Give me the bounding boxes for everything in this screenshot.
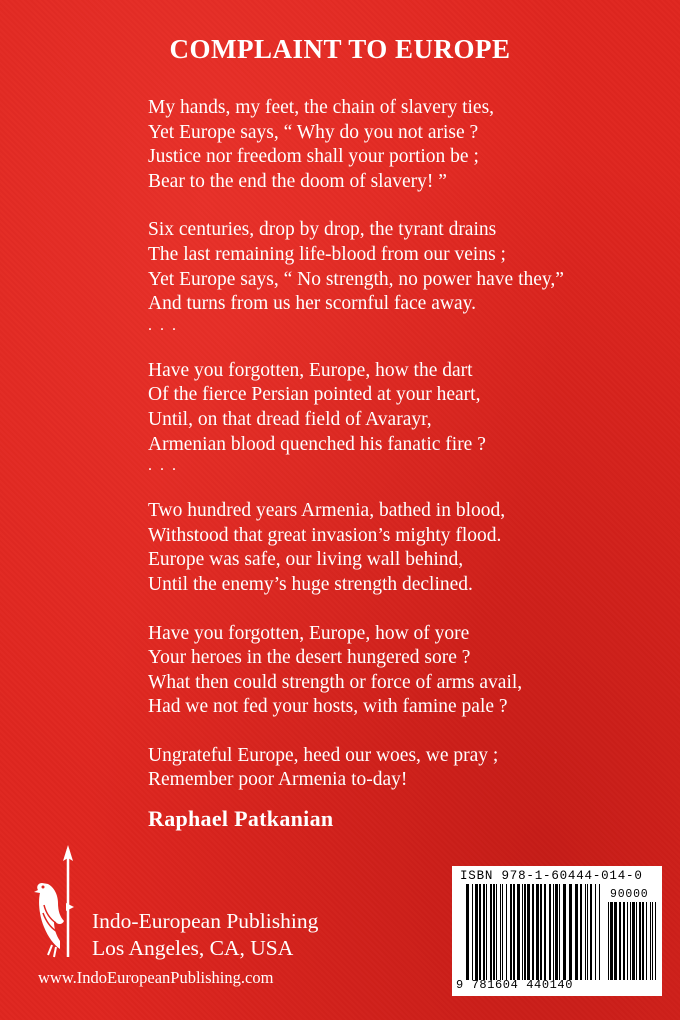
publisher-block [92, 908, 318, 962]
publisher-location: Los Angeles, CA, USA [92, 936, 294, 960]
stanza-4 [148, 499, 648, 597]
poem-line: Until the enemy’s huge strength declined. [148, 573, 473, 595]
poem-line: Your heroes in the desert hungered sore ? [148, 647, 471, 669]
poem-line: And turns from us her scornful face away. [148, 293, 476, 315]
publisher-url[interactable]: www.IndoEuropeanPublishing.com [38, 968, 274, 987]
barcode-bars-main [466, 884, 600, 980]
stanza-3 [148, 359, 648, 475]
poem-line: Six centuries, drop by drop, the tyrant drains [148, 219, 497, 241]
poem-line: Two hundred years Armenia, bathed in blood, [148, 500, 506, 522]
poem-line: Justice nor freedom shall your portion be ; [148, 146, 479, 168]
stanza-5 [148, 622, 648, 720]
poem-line: My hands, my feet, the chain of slavery ties, [148, 97, 495, 118]
poem-line: Withstood that great invasion’s mighty flood. [148, 524, 502, 546]
poem-line: Ungrateful Europe, heed our woes, we pray ; [148, 744, 499, 766]
poem-line: Yet Europe says, “ Why do you not arise ? [148, 121, 479, 143]
stanza-6 [148, 744, 648, 793]
stanza-ellipsis: . . . [148, 316, 178, 334]
stanza-ellipsis: . . . [148, 457, 178, 475]
poem-line: Have you forgotten, Europe, how the dart [148, 359, 473, 381]
poem-line: Have you forgotten, Europe, how of yore [148, 622, 470, 644]
poem-line: The last remaining life-blood from our veins ; [148, 243, 506, 265]
poem-line: Europe was safe, our living wall behind, [148, 549, 464, 571]
page-title: COMPLAINT TO EUROPE [169, 34, 511, 64]
barcode-bars-addon [608, 902, 656, 980]
bird-spear-logo-icon [30, 845, 82, 960]
author-name: Raphael Patkanian [148, 806, 334, 831]
isbn-label: ISBN 978-1-60444-014-0 [460, 869, 643, 883]
poem-line: Had we not fed your hosts, with famine pale ? [148, 696, 508, 718]
price-code: 90000 [610, 888, 649, 901]
stanza-1 [148, 96, 648, 194]
poem-line: Bear to the end the doom of slavery! ” [148, 170, 447, 192]
poem-line: Of the fierce Persian pointed at your heart, [148, 384, 481, 406]
poem-line: What then could strength or force of arms avail, [148, 671, 523, 693]
ean-digits: 9 781604 440140 [456, 978, 574, 992]
poem-line: Armenian blood quenched his fanatic fire ? [148, 433, 486, 455]
poem-line: Yet Europe says, “ No strength, no power have they,” [148, 268, 564, 290]
publisher-name: Indo-European Publishing [92, 909, 319, 933]
stanza-2 [148, 218, 648, 334]
isbn-barcode [452, 866, 662, 996]
poem [148, 96, 648, 817]
poem-line: Until, on that dread field of Avarayr, [148, 408, 432, 430]
poem-line: Remember poor Armenia to-day! [148, 769, 408, 791]
